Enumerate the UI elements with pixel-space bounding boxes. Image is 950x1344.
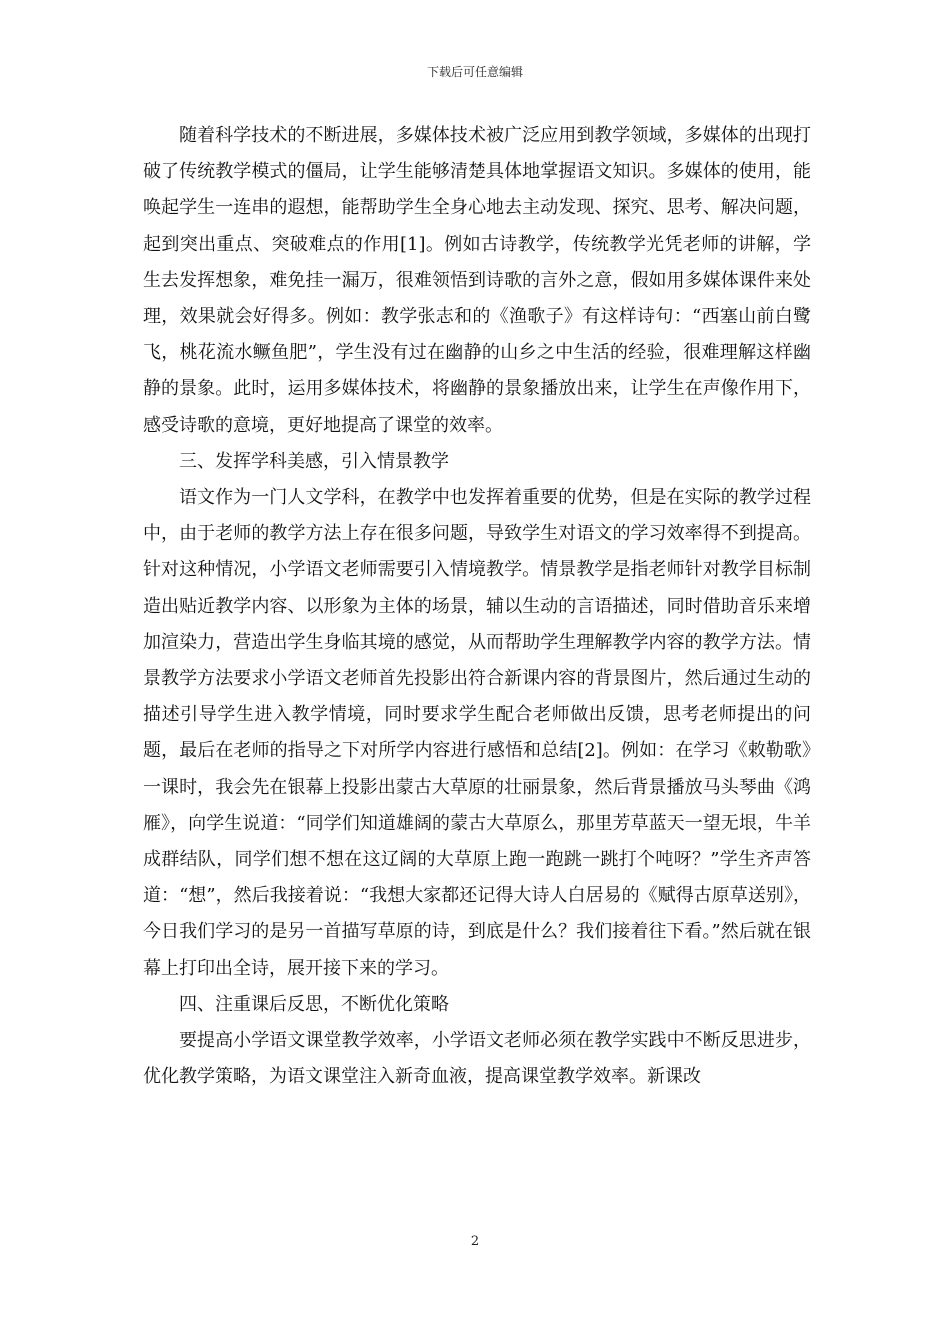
- page-number: 2: [470, 1234, 480, 1249]
- body-paragraph: 语文作为一门人文学科，在教学中也发挥着重要的优势，但是在实际的教学过程中，由于老师的教学方法上存在很多问题，导致学生对语文的学习效率得不到提高。针对这种情况，小学语文老师需要引入情境教学。情景教学是指老师针对教学目标制造出贴近教学内容、以形象为主体的场景，辅以生动的言语描述，同时借助音乐来增加渲染力，营造出学生身临其境的感觉，从而帮助学生理解教学内容的教学方法。情景教学方法要求小学语文老师首先投影出符合新课内容的背景图片，然后通过生动的描述引导学生进入教学情境，同时要求学生配合老师做出反馈，思考老师提出的问题，最后在老师的指导之下对所学内容进行感悟和总结[2]。例如：在学习《敕勒歌》一课时，我会先在银幕上投影出蒙古大草原的壮丽景象，然后背景播放马头琴曲《鸿雁》，向学生说道：“同学们知道雄阔的蒙古大草原么，那里芳草蓝天一望无垠，牛羊成群结队，同学们想不想在这辽阔的大草原上跑一跑跳一跳打个吨呀？”学生齐声答道：“想”，然后我接着说：“我想大家都还记得大诗人白居易的《赋得古原草送别》，今日我们学习的是另一首描写草原的诗，到底是什么？我们接着往下看。”然后就在银幕上打印出全诗，展开接下来的学习。: [143, 487, 811, 979]
- document-body: [143, 118, 811, 1095]
- body-paragraph: 随着科学技术的不断进展，多媒体技术被广泛应用到教学领域，多媒体的出现打破了传统教学模式的僵局，让学生能够清楚具体地掌握语文知识。多媒体的使用，能唤起学生一连串的遐想，能帮助学生全身心地去主动发现、探究、思考、解决问题，起到突出重点、突破难点的作用[1]。例如古诗教学，传统教学光凭老师的讲解，学生去发挥想象，难免挂一漏万，很难领悟到诗歌的言外之意，假如用多媒体课件来处理，效果就会好得多。例如：教学张志和的《渔歌子》有这样诗句：“西塞山前白鹭飞，桃花流水鳜鱼肥”，学生没有过在幽静的山乡之中生活的经验，很难理解这样幽静的景象。此时，运用多媒体技术，将幽静的景象播放出来，让学生在声像作用下，感受诗歌的意境，更好地提高了课堂的效率。: [143, 125, 811, 436]
- section-heading: 四、注重课后反思，不断优化策略: [179, 993, 449, 1015]
- section-heading: 三、发挥学科美感，引入情景教学: [179, 450, 449, 472]
- page-header: 下载后可任意编辑: [426, 65, 523, 79]
- body-paragraph: 要提高小学语文课堂教学效率，小学语文老师必须在教学实践中不断反思进步，优化教学策略，为语文课堂注入新奇血液，提高课堂教学效率。新课改: [143, 1030, 811, 1088]
